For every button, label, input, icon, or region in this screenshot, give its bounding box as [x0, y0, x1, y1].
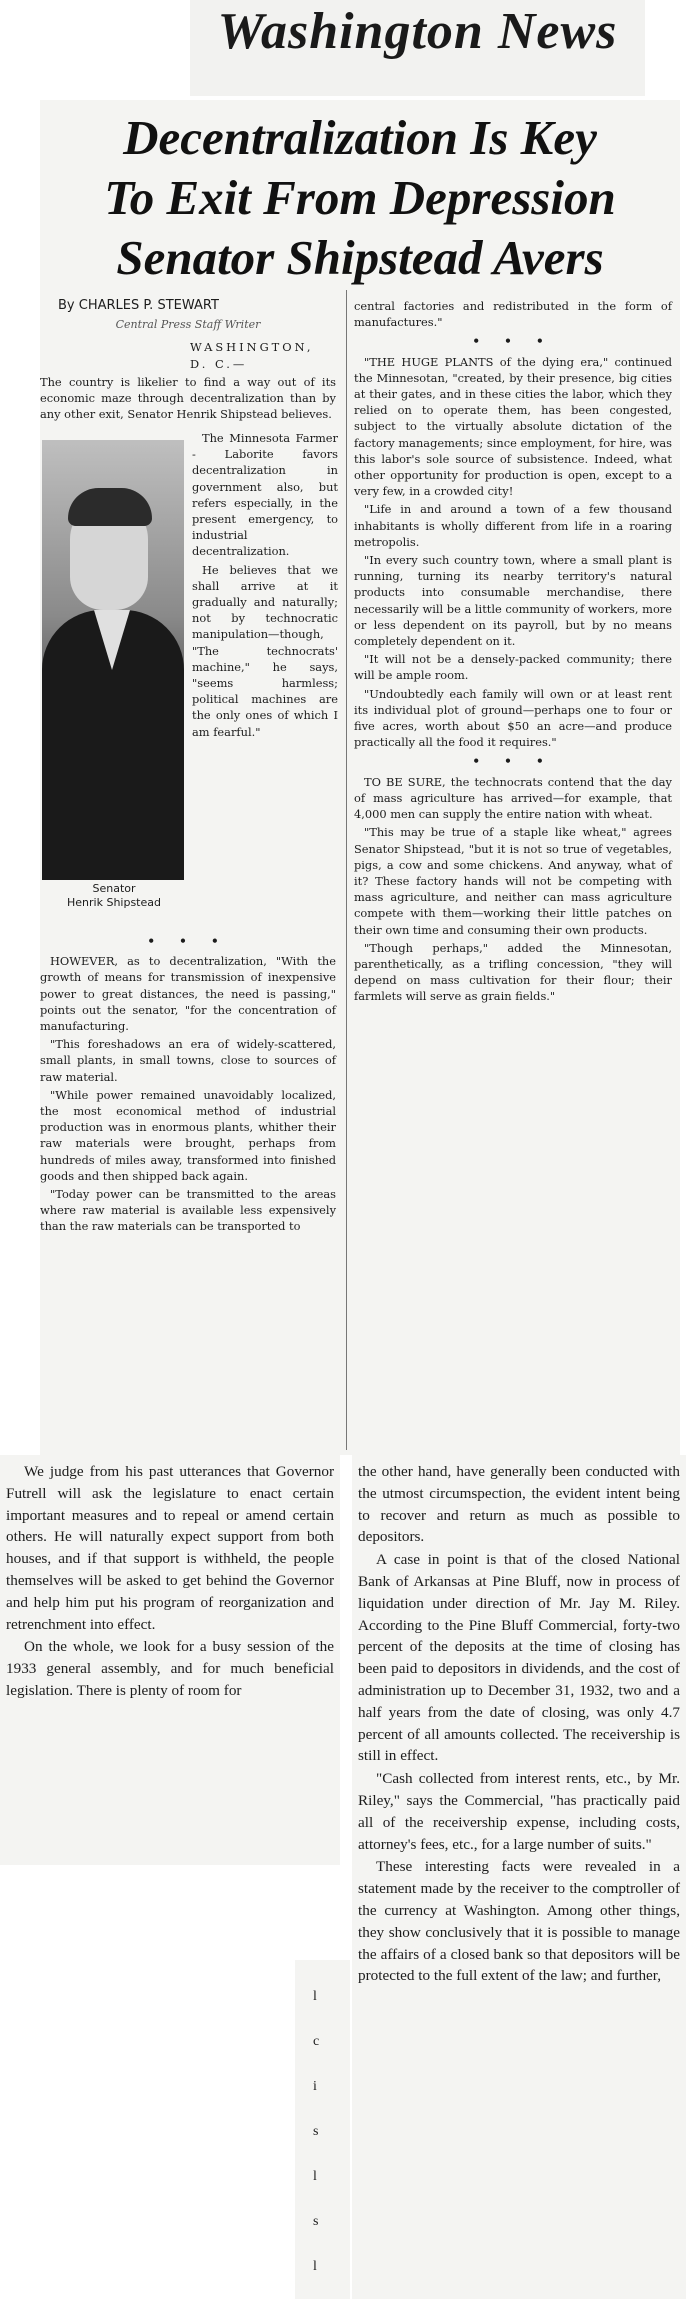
paragraph: "In every such country town, where a small plant is running, turning its nearby territory's natural products into consumable merchandise, there necessarily will be a little community of workers, more or less dependent on its payroll, but by no means completely dependent on it.: [354, 553, 672, 649]
column-rule: [346, 290, 347, 1450]
paragraph: "Life in and around a town of a few thousand inhabitants is wholly different from life in a roaring metropolis.: [354, 502, 672, 549]
section-break: • • •: [472, 334, 554, 349]
paragraph: "Undoubtedly each family will own or at least rent its individual plot of ground—perhaps one to four or five acres, worth about $50 an acre—and produce practically all the food it requires.": [354, 686, 672, 750]
section-break: • • •: [147, 934, 229, 948]
paragraph: A case in point is that of the closed National Bank of Arkansas at Pine Bluff, now in process of liquidation under direction of Mr. Jay M. Riley. According to the Pine Bluff Commercial, forty-two percent of the deposits at the time of closing has been paid to depositors in dividends, and the cost of administration up to December 31, 1932, two and a half years from the date of closing, was only 4.7 percent of all amounts collected. The receivership is still in effect.: [358, 1551, 680, 1765]
paragraph: The Minnesota Farmer - Laborite favors decentralization in government also, but refers especially, in the present emergency, to industrial decentralization.: [192, 431, 338, 559]
paragraph: He believes that we shall arrive at it gradually and naturally; not by technocratic manipulation—though, "The technocrats' machine," he says, "seems harmless; political machines are the only ones of which I am fearful.": [192, 562, 338, 739]
left-article-column-lower: [40, 930, 336, 1237]
right-article-column: [354, 298, 672, 1007]
caption-line-2: Henrik Shipstead: [67, 896, 161, 909]
headline-line-2: To Exit From Depression: [104, 170, 616, 225]
masthead-clipping: [190, 0, 645, 96]
article-clipping: [40, 100, 680, 1455]
paragraph: "While power remained unavoidably localized, the most economical method of industrial production was in enormous plants, whither their raw materials were brought, perhaps from hundreds of miles away, transformed into finished goods and then shipped back again.: [40, 1087, 336, 1183]
paragraph: HOWEVER, as to decentralization, "With the growth of means for transmission of inexpensive power to great distances, the need is passing," points out the senator, "for the concentration of manufacturing.: [40, 954, 336, 1034]
scrap-letters: l c i s l s l: [313, 1989, 320, 2274]
torn-scrap: [295, 1960, 350, 2299]
masthead-title: Washington News: [217, 3, 618, 60]
paragraph: "This may be true of a staple like wheat," agrees Senator Shipstead, "but it is not so true of vegetables, pigs, a cow and some chickens. And anyway, what of it? These factory hands will not be competing with mass agriculture, and neither can mass agriculture compete with them—working their little patches on their own time and consuming their own products.: [354, 825, 672, 937]
paragraph: These interesting facts were revealed in a statement made by the receiver to the comptroller of the currency at Washington. Among other things, they show conclusively that it is possible to manage the affairs of a closed bank so that depositors will be protected to the full extent of the law; and further,: [358, 1858, 680, 1985]
portrait-hair: [68, 488, 152, 526]
paragraph: the other hand, have generally been conducted with the utmost circumspection, the evident intent being to recover and return as much as possible to depositors.: [358, 1463, 680, 1546]
editorial-column-left: [6, 1461, 334, 1703]
senator-portrait-photo: [42, 440, 184, 880]
section-break: • • •: [472, 754, 554, 769]
paragraph: On the whole, we look for a busy session of the 1933 general assembly, and for much beneficial legislation. There is plenty of room for: [6, 1638, 334, 1699]
headline: [40, 108, 680, 288]
paragraph: "Cash collected from interest rents, etc., by Mr. Riley," says the Commercial, "has practically paid all of the receivership expense, including costs, attorney's fees, etc., for a large number of suits.": [358, 1770, 680, 1853]
editorial-column-right: [358, 1461, 680, 1988]
paragraph: "Though perhaps," added the Minnesotan, parenthetically, as a trifling concession, "they will depend on mass cultivation for their flour; their farmlets will serve as grain fields.": [354, 940, 672, 1004]
headline-line-1: Decentralization Is Key: [123, 110, 597, 165]
paragraph: "Today power can be transmitted to the areas where raw material is available less expensively than the raw materials can be transported to: [40, 1187, 336, 1234]
paragraph: We judge from his past utterances that Governor Futrell will ask the legislature to enact certain important measures and to repeal or amend certain others. He will naturally expect support from both houses, and if that support is withheld, the people themselves will be asked to get behind the Governor and help him put his program of reorganization and retrenchment into effect.: [6, 1463, 334, 1633]
column-top-wrap: [190, 339, 336, 371]
editorial-clipping-left: [0, 1455, 340, 1865]
editorial-clipping-right: [352, 1455, 686, 2299]
paragraph: The country is likelier to find a way out of its economic maze through decentralization than by any other exit, Senator Henrik Shipstead believes.: [40, 374, 336, 422]
byline: By CHARLES P. STEWART: [58, 298, 219, 313]
photo-caption: [42, 882, 186, 910]
left-article-column-wrap: [192, 430, 338, 742]
headline-line-3: Senator Shipstead Avers: [116, 230, 604, 285]
paragraph: "It will not be a densely-packed community; there will be ample room.: [354, 652, 672, 683]
paragraph: "This foreshadows an era of widely-scattered, small plants, in small towns, close to sources of raw material.: [40, 1037, 336, 1084]
byline-credit: Central Press Staff Writer: [115, 318, 261, 332]
caption-line-1: Senator: [92, 882, 136, 895]
paragraph: TO BE SURE, the technocrats contend that the day of mass agriculture has arrived—for example, that 4,000 men can supply the entire nation with wheat.: [354, 774, 672, 822]
paragraph: "THE HUGE PLANTS of the dying era," continued the Minnesotan, "created, by their presence, big cities at their gates, and in these cities the labor, which they relied on to operate them, has been congested, subject to the virtually absolute dictation of the factory managements; since employment, for hire, was this labor's sole source of subsistence. Indeed, what other opportunity for production is open, except to a very few, in a crowded city!: [354, 354, 672, 499]
left-article-column: [40, 298, 336, 424]
dateline: WASHINGTON, D. C.—: [190, 340, 314, 371]
paragraph: central factories and redistributed in the form of manufactures.": [354, 299, 672, 330]
